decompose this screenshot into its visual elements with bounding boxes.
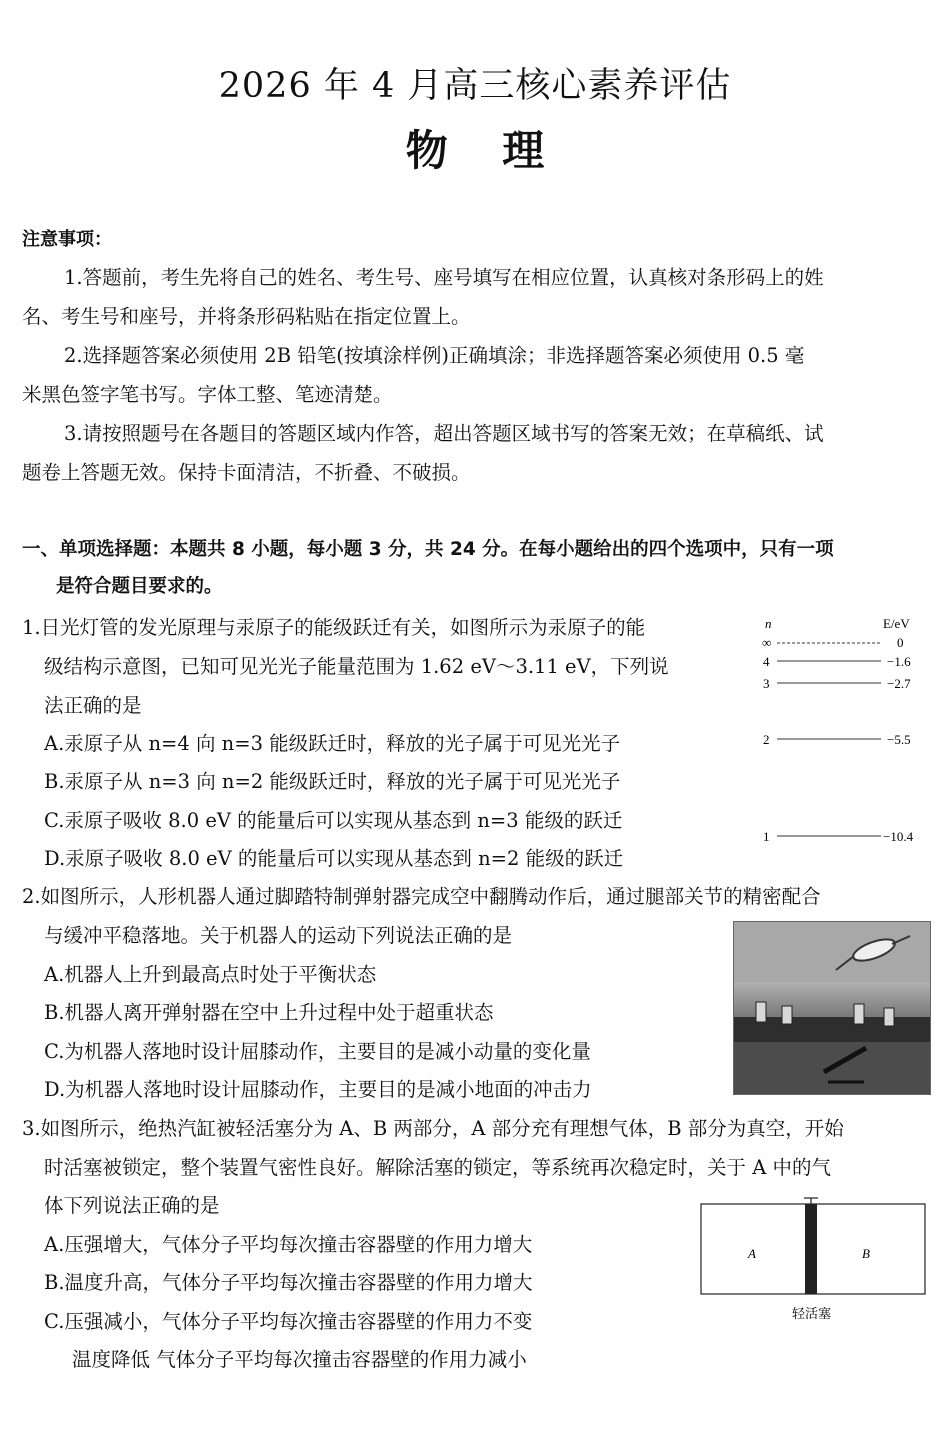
section-heading-cont: 是符合题目要求的。 xyxy=(56,576,223,597)
q1-stem: 级结构示意图，已知可见光光子能量范围为 1.62 eV～3.11 eV，下列说 xyxy=(44,655,669,678)
q1-option-a: A.汞原子从 n=4 向 n=3 能级跃迁时，释放的光子属于可见光光子 xyxy=(44,732,621,755)
n-axis-label: n xyxy=(765,616,772,631)
level-e-3: −2.7 xyxy=(887,676,911,691)
level-n-3: 3 xyxy=(763,676,770,691)
level-e-inf: 0 xyxy=(897,635,904,650)
region-a-label: A xyxy=(748,1246,756,1261)
q2-option-d: D.为机器人落地时设计屈膝动作，主要目的是减小地面的冲击力 xyxy=(44,1078,592,1101)
region-b-label: B xyxy=(862,1246,870,1261)
level-e-1: −10.4 xyxy=(883,829,914,844)
q2-option-b: B.机器人离开弹射器在空中上升过程中处于超重状态 xyxy=(44,1001,494,1024)
energy-level-diagram xyxy=(755,612,935,852)
q2-stem: 与缓冲平稳落地。关于机器人的运动下列说法正确的是 xyxy=(44,924,513,947)
level-e-4: −1.6 xyxy=(887,654,911,669)
light-piston xyxy=(805,1204,817,1294)
cylinder-diagram xyxy=(698,1194,928,1324)
robot-silhouette xyxy=(734,922,930,1094)
q1-stem: 1.日光灯管的发光原理与汞原子的能级跃迁有关，如图所示为汞原子的能 xyxy=(22,616,646,639)
exam-title: 2026 年 4 月高三核心素养评估 xyxy=(218,66,732,106)
q3-option-a: A.压强增大，气体分子平均每次撞击容器壁的作用力增大 xyxy=(44,1233,533,1256)
q2-option-a: A.机器人上升到最高点时处于平衡状态 xyxy=(44,963,377,986)
q1-option-b: B.汞原子从 n=3 向 n=2 能级跃迁时，释放的光子属于可见光光子 xyxy=(44,770,621,793)
level-e-2: −5.5 xyxy=(887,732,911,747)
notes-line: 题卷上答题无效。保持卡面清洁，不折叠、不破损。 xyxy=(22,461,471,484)
level-n-1: 1 xyxy=(763,829,770,844)
q3-stem: 时活塞被锁定，整个装置气密性良好。解除活塞的锁定，等系统再次稳定时，关于 A 中的气 xyxy=(44,1156,831,1179)
level-n-4: 4 xyxy=(763,654,770,669)
q1-option-c: C.汞原子吸收 8.0 eV 的能量后可以实现从基态到 n=3 能级的跃迁 xyxy=(44,809,623,832)
q1-stem: 法正确的是 xyxy=(44,694,142,717)
notes-line: 1.答题前，考生先将自己的姓名、考生号、座号填写在相应位置，认真核对条形码上的姓 xyxy=(64,266,824,289)
subject-title: 物 理 xyxy=(405,126,545,175)
q3-option-d: 温度降低 气体分子平均每次撞击容器壁的作用力减小 xyxy=(72,1348,527,1371)
notes-line: 名、考生号和座号，并将条形码粘贴在指定位置上。 xyxy=(22,305,471,328)
q3-option-b: B.温度升高，气体分子平均每次撞击容器壁的作用力增大 xyxy=(44,1271,533,1294)
energy-axis-label: E/eV xyxy=(883,616,910,631)
robot-flip-photo xyxy=(733,921,931,1095)
q3-stem: 3.如图所示，绝热汽缸被轻活塞分为 A、B 两部分，A 部分充有理想气体，B 部分为真空，开始 xyxy=(22,1117,844,1140)
section-heading: 一、单项选择题：本题共 8 小题，每小题 3 分，共 24 分。在每小题给出的四个选项中，只有一项 xyxy=(22,539,834,560)
notes-line: 米黑色签字笔书写。字体工整、笔迹清楚。 xyxy=(22,383,393,406)
notes-line: 3.请按照题号在各题目的答题区域内作答，超出答题区域书写的答案无效；在草稿纸、试 xyxy=(64,422,824,445)
level-n-inf: ∞ xyxy=(762,635,772,650)
piston-caption: 轻活塞 xyxy=(792,1306,832,1321)
q3-option-c: C.压强减小，气体分子平均每次撞击容器壁的作用力不变 xyxy=(44,1310,533,1333)
notes-line: 2.选择题答案必须使用 2B 铅笔(按填涂样例)正确填涂；非选择题答案必须使用 0.5 毫 xyxy=(64,344,805,367)
level-n-2: 2 xyxy=(763,732,770,747)
q1-option-d: D.汞原子吸收 8.0 eV 的能量后可以实现从基态到 n=2 能级的跃迁 xyxy=(44,847,624,870)
q2-option-c: C.为机器人落地时设计屈膝动作，主要目的是减小动量的变化量 xyxy=(44,1040,591,1063)
q3-stem: 体下列说法正确的是 xyxy=(44,1194,220,1217)
q2-stem: 2.如图所示，人形机器人通过脚踏特制弹射器完成空中翻腾动作后，通过腿部关节的精密配合 xyxy=(22,885,821,908)
notes-heading: 注意事项： xyxy=(22,229,112,250)
